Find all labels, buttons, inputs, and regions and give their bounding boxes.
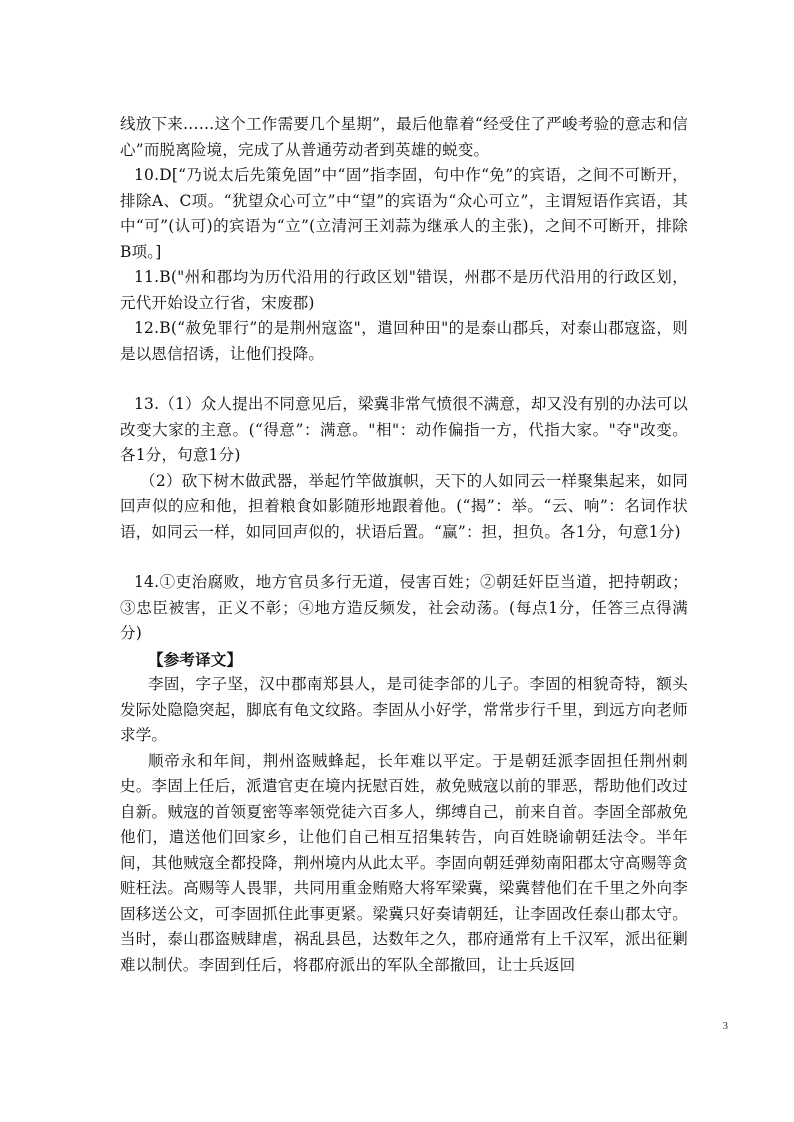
- answer-11: 11.B("州和郡均为历代沿用的行政区划"错误，州郡不是历代沿用的行政区划，元代开始设立行省，宋废郡): [120, 268, 688, 312]
- answer-13-part-2: （2）砍下树木做武器，举起竹竿做旗帜，天下的人如同云一样聚集起来，如同回声似的应和他，担着粮食如影随形地跟着他。(“揭”：举。“云、响”：名词作状语，如同云一样，如同回声似的，状语后置。“赢”：担，担负。各1分，句意1分): [120, 471, 688, 541]
- reference-translation-heading: 【参考译文】: [148, 649, 243, 669]
- spacer: [120, 545, 688, 570]
- answer-12: 12.B(“赦免罪行”的是荆州寇盗"，遣回种田"的是泰山郡兵，对泰山郡寇盗，则是以恩信招诱，让他们投降。: [120, 319, 688, 363]
- answer-14: 14.①吏治腐败，地方官员多行无道，侵害百姓；②朝廷奸臣当道，把持朝政；③忠臣被害，正义不彰；④地方造反频发，社会动荡。(每点1分，任答三点得满分): [120, 573, 688, 642]
- answer-13-part-1: 13.（1）众人提出不同意见后，梁冀非常气愤很不满意，却又没有别的办法可以改变大家的主意。(“得意”：满意。"相"：动作偏指一方，代指大家。"夺"改变。各1分，句意1分): [120, 395, 688, 464]
- translation-paragraph-2: 顺帝永和年间，荆州盗贼蜂起，长年难以平定。于是朝廷派李固担任荆州刺史。李固上任后，派遣官吏在境内抚慰百姓，赦免贼寇以前的罪恶，帮助他们改过自新。贼寇的首领夏密等率领党徒六百多人，绑缚自己，前来自首。李固全部赦免他们，遣送他们回家乡，让他们自己相互招集转告，向百姓晓谕朝廷法令。半年间，其他贼寇全都投降，荆州境内从此太平。李固向朝廷弹劾南阳郡太守高赐等贪赃枉法。高赐等人畏罪，共同用重金贿赂大将军梁冀，梁冀替他们在千里之外向李固移送公文，可李固抓住此事更紧。梁冀只好奏请朝廷，让李固改任泰山郡太守。当时，泰山郡盗贼肆虐，祸乱县邑，达数年之久，郡府通常有上千汉军，派出征剿难以制伏。李固到任后，将郡府派出的军队全部撤回，让士兵返回: [120, 751, 688, 974]
- translation-paragraph-1: 李固，字子坚，汉中郡南郑县人，是司徒李郃的儿子。李固的相貌奇特，额头发际处隐隐突起，脚底有龟文纹路。李固从小好学，常常步行千里，到远方向老师求学。: [120, 675, 688, 744]
- page-number: 3: [722, 1020, 728, 1032]
- answer-10: 10.D[“乃说太后先策免固”中“固”指李固，句中作“免”的宾语，之间不可断开，排除A、C项。“犹望众心可立”中“望”的宾语为“众心可立”，主谓短语作宾语，其中“可”(认可)的宾语为“立”(立清河王刘蒜为继承人的主张)，之间不可断开，排除B项。]: [120, 166, 688, 261]
- document-body: [120, 112, 688, 978]
- spacer: [120, 367, 688, 392]
- paragraph-continuation: 线放下来……这个工作需要几个星期”，最后他靠着“经受住了严峻考验的意志和信心”而脱离险境，完成了从普通劳动者到英雄的蜕变。: [120, 115, 688, 159]
